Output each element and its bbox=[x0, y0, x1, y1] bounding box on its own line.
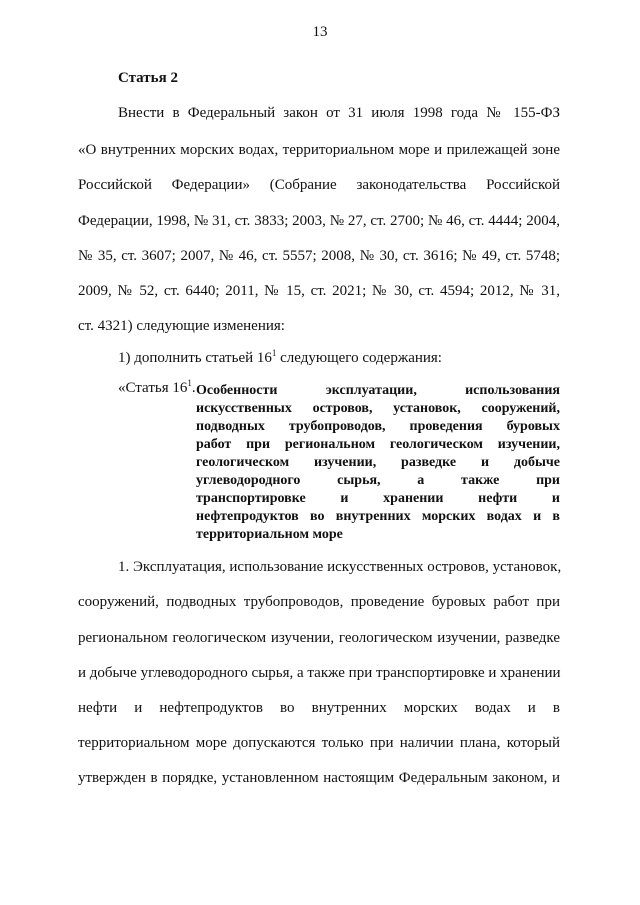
article-title-line: искусственных островов, установок, сооружений, bbox=[196, 401, 560, 416]
body-line: сооружений, подводных трубопроводов, проведение буровых работ при bbox=[78, 594, 560, 610]
article-title-line: углеводородного сырья, а также при bbox=[196, 473, 560, 488]
amendment-item-1 bbox=[118, 350, 442, 367]
article-2-heading: Статья 2 bbox=[118, 70, 178, 86]
intro-line: «О внутренних морских водах, территориальном море и прилежащей зоне bbox=[78, 142, 560, 158]
article-label-period: . bbox=[191, 380, 196, 396]
body-line: утвержден в порядке, установленном настоящим Федеральным законом, и bbox=[78, 770, 560, 786]
intro-line: № 35, ст. 3607; 2007, № 46, ст. 5557; 2008, № 30, ст. 3616; № 49, ст. 5748; bbox=[78, 248, 560, 264]
body-line: территориальном море допускаются только при наличии плана, который bbox=[78, 735, 560, 751]
intro-line: 2009, № 52, ст. 6440; 2011, № 15, ст. 2021; № 30, ст. 4594; 2012, № 31, bbox=[78, 283, 560, 299]
body-line: 1. Эксплуатация, использование искусственных островов, установок, bbox=[118, 559, 562, 575]
article-title-line: подводных трубопроводов, проведения буровых bbox=[196, 419, 560, 434]
item-1-text: 1) дополнить статьей 16 bbox=[118, 350, 272, 366]
body-line: региональном геологическом изучении, геологическом изучении, разведке bbox=[78, 630, 560, 646]
article-16-1-label bbox=[118, 380, 196, 397]
intro-line: Российской Федерации» (Собрание законодательства Российской bbox=[78, 177, 560, 193]
article-title-line: транспортировке и хранении нефти и bbox=[196, 491, 560, 506]
article-title-line: территориальном море bbox=[196, 527, 343, 542]
article-label-text: «Статья 16 bbox=[118, 380, 188, 396]
article-label-superscript: 1 bbox=[187, 378, 192, 388]
intro-line: Федерации, 1998, № 31, ст. 3833; 2003, № 27, ст. 2700; № 46, ст. 4444; 2004, bbox=[78, 213, 560, 229]
item-1-text-suffix: следующего содержания: bbox=[276, 350, 442, 366]
intro-line: ст. 4321) следующие изменения: bbox=[78, 318, 285, 334]
article-title-line: геологическом изучении, разведке и добыче bbox=[196, 455, 560, 470]
article-title-line: работ при региональном геологическом изучении, bbox=[196, 437, 560, 452]
article-title-line: Особенности эксплуатации, использования bbox=[196, 383, 560, 398]
body-line: нефти и нефтепродуктов во внутренних морских водах и в bbox=[78, 700, 560, 716]
article-title-line: нефтепродуктов во внутренних морских водах и в bbox=[196, 509, 560, 524]
item-1-superscript: 1 bbox=[271, 348, 277, 358]
page-number: 13 bbox=[312, 24, 328, 40]
body-line: и добыче углеводородного сырья, а также при транспортировке и хранении bbox=[78, 665, 561, 681]
intro-line: Внести в Федеральный закон от 31 июля 1998 года № 155-ФЗ bbox=[118, 105, 560, 121]
